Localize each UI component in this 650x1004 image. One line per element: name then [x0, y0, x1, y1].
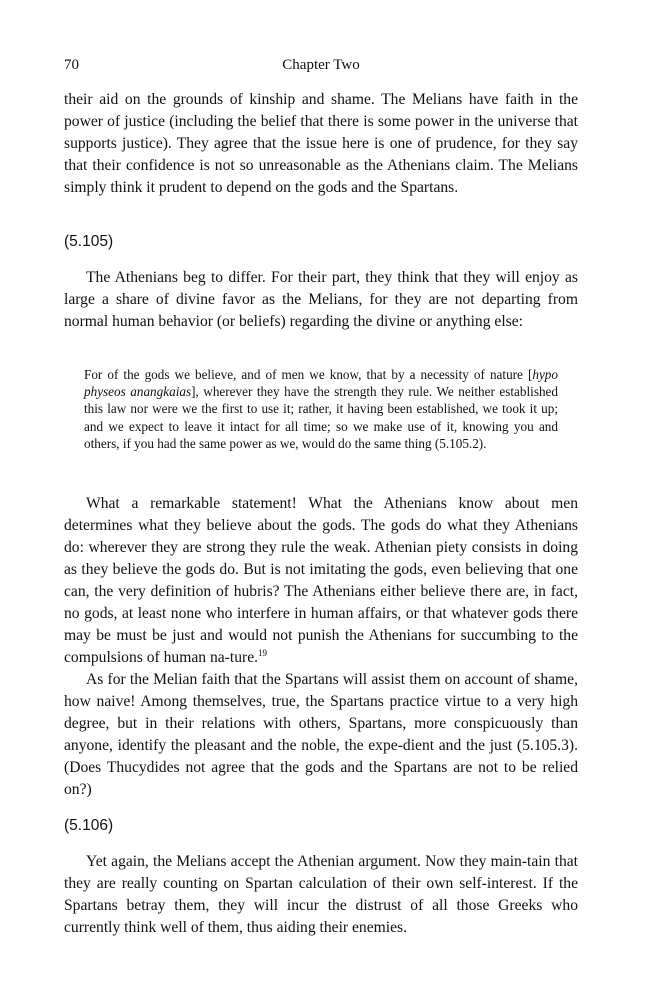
footnote-reference: 19 — [258, 647, 268, 658]
section-label-5-105: (5.105) — [64, 233, 114, 250]
quote-text-end: ], wherever they have the strength they rule. We neither established this law nor were we the first to use it; rather, it having been established, we took it up; and we expect to leave it intact for all time; so we make use of it, knowing you and others, if you had the same power as we, would do the same thing (5.105.2). — [84, 384, 558, 451]
quote-text-start: For of the gods we believe, and of men we know, that by a necessity of nature [ — [84, 367, 533, 382]
paragraph-2 — [64, 267, 578, 333]
page-header — [64, 57, 578, 77]
paragraph-4-text: As for the Melian faith that the Spartans will assist them on account of shame, how naive! Among themselves, true, the Spartans practice virtue to a very high degree, but in their relations with others, Spartans, more conspicuously than anyone, identify the pleasant and the noble, the expe-dient and the just (5.105.3). (Does Thucydides not agree that the gods and the Spartans are not to be relied on?) — [64, 671, 578, 798]
paragraph-text: Yet again, the Melians accept the Athenian argument. Now they main-tain that they are really counting on Spartan calculation of their own self-interest. If the Spartans betray them, they will incur the distrust of all those Greeks who currently think well of them, thus aiding their enemies. — [64, 853, 578, 936]
paragraph-text — [64, 493, 578, 669]
running-head: Chapter Two — [282, 57, 360, 73]
paragraph-5 — [64, 851, 578, 939]
quote-greek-term: hypo physeos anangkaias — [84, 367, 558, 400]
paragraph-text: The Athenians beg to differ. For their part, they think that they will enjoy as large a share of divine favor as the Melians, for they are not departing from normal human behavior (or beliefs) regarding the divine or anything else: — [64, 269, 578, 330]
page-number: 70 — [64, 57, 79, 73]
block-quote — [84, 366, 558, 452]
paragraph-body: What a remarkable statement! What the Athenians know about men determines what they believe about the gods. The gods do what they Athenians do: wherever they are strong they rule the weak. Athenian piety consists in doing as they believe the gods do. But is not imitating the gods, even believing that one can, the very definition of hubris? The Athenians either believe there are, in fact, no gods, at least none who interfere in human affairs, or that whatever gods there may be must be just and would not punish the Athenians for succumbing to the compulsions of human na-ture. — [64, 495, 578, 666]
paragraph-text: their aid on the grounds of kinship and shame. The Melians have faith in the power of justice (including the belief that there is some power in the universe that supports justice). They agree that the issue here is one of prudence, for they say that their confidence is not so unreasonable as the Athenians claim. The Melians simply think it prudent to depend on the gods and the Spartans. — [64, 91, 578, 196]
block-quote-text — [84, 366, 558, 452]
section-label-5-106: (5.106) — [64, 817, 114, 834]
paragraph-1 — [64, 89, 578, 199]
paragraph-3 — [64, 493, 578, 801]
